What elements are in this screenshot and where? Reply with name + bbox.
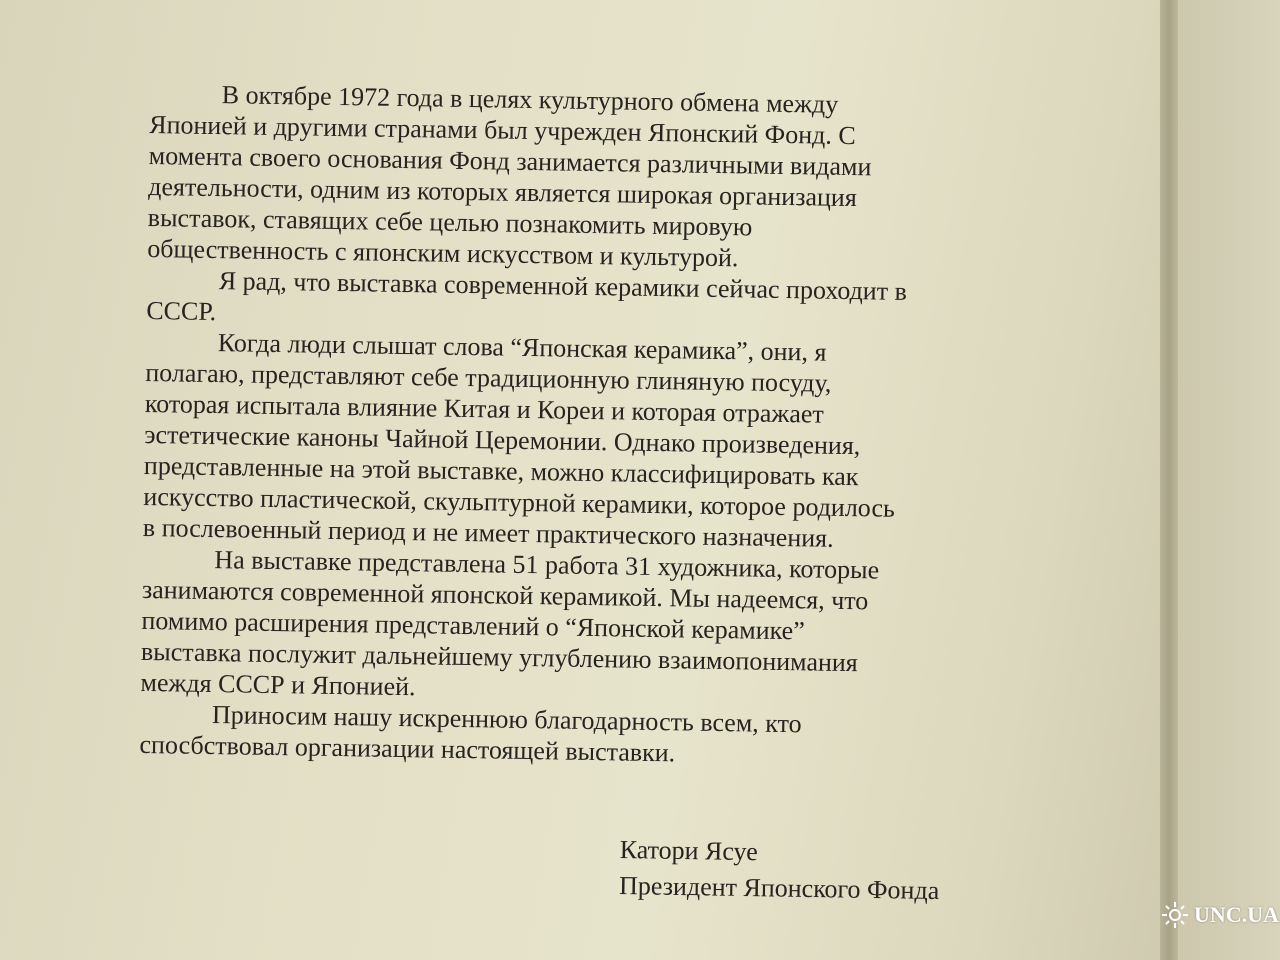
signature-title: Президент Японского Фонда: [618, 870, 940, 906]
text-line: искусство пластической, скульптурной керамики, которое родилось: [143, 481, 896, 523]
text-line: занимаются современной японской керамикой. Мы надеемся, что: [141, 574, 869, 616]
text-line: СССР.: [146, 295, 217, 327]
text-line: деятельности, одним из которых является широкая организация: [148, 171, 858, 213]
text-line: эстетические каноны Чайной Церемонии. Однако произведения,: [144, 419, 861, 461]
text-line: Когда люди слышат слова “Японская керамика”, они, я: [217, 328, 827, 367]
text-line: В октябре 1972 года в целях культурного обмена между: [221, 80, 839, 119]
text-line: Японией и другими странами был учрежден Японский Фонд. С: [149, 109, 856, 151]
text-line: Приносим нашу искреннюю благодарность всем, кто: [211, 700, 802, 739]
text-line: Я рад, что выставка современной керамики сейчас проходит в: [218, 266, 908, 306]
text-line: спосбствовал организации настоящей выставки.: [139, 729, 676, 768]
signature-name: Катори Ясуе: [619, 834, 758, 867]
book-gutter: [1160, 0, 1178, 960]
text-line: На выставке представлена 51 работа 31 художника, которые: [214, 545, 880, 585]
text-line: момента своего основания Фонд занимается различными видами: [148, 140, 872, 182]
foreword-text: [139, 78, 1070, 774]
text-line: выставок, ставящих себе целью познакомить мировую: [147, 202, 753, 242]
text-line: полагаю, представляют себе традиционную глиняную посуду,: [145, 357, 832, 398]
watermark-text: UNC.UA: [1194, 902, 1279, 927]
text-line: которая испытала влияние Китая и Кореи и которая отражает: [144, 388, 825, 429]
signature-block: [619, 832, 940, 909]
text-line: общественность с японским искусством и культурой.: [147, 233, 739, 273]
text-line: в послевоенный период и не имеет практического назначения.: [142, 512, 834, 553]
text-line: помимо расширения представлений о “Японской керамике”: [141, 605, 805, 646]
adjacent-page-edge: [1178, 0, 1280, 960]
sun-emblem-icon: [1160, 900, 1190, 930]
text-line: междя СССР и Японией.: [140, 667, 416, 702]
watermark: [1160, 900, 1279, 930]
text-line: выставка послужит дальнейшему углублению взаимопонимания: [140, 636, 859, 678]
text-line: представленные на этой выставке, можно классифицировать как: [143, 450, 859, 492]
